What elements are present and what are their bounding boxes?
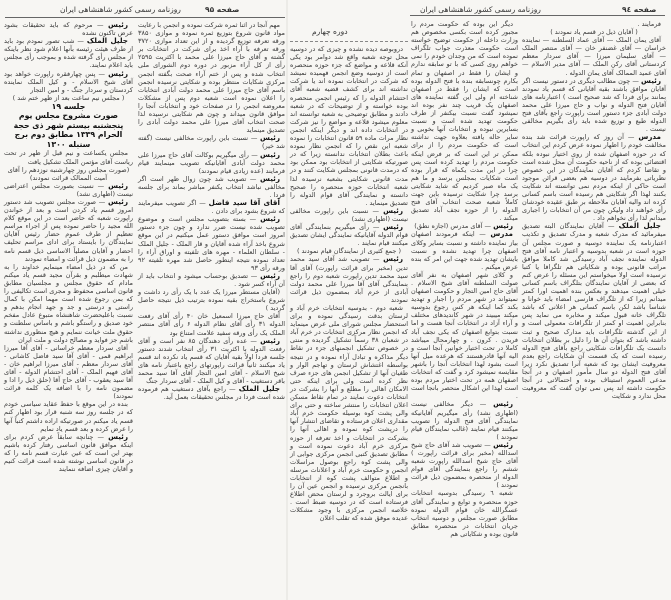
paragraph-text: بنده در این موقع با حفظ عقاید سیاسی خودم که در جلسه روز سه شنبه قرار بود اظهار کنم قسم یاد میکنم در صورتیکه اراده داشتم کتباً آنها را عرض کرده و بعد قسم یاد نمایم bbox=[4, 400, 133, 433]
paragraph bbox=[4, 433, 133, 473]
column-2 bbox=[138, 21, 285, 401]
paragraph-text: — آقای مدرس (اجازه نطق) bbox=[414, 222, 491, 231]
page-gutter bbox=[286, 0, 288, 600]
paragraph-text: — آن روز که راپورت قرائت شد بنده مخالفت خودم را اظهار نموده عرض کردم این انتخاب که در حوزه اصفهان شده از روی اختیار نبوده بلکه اقتضائی بوده که از ناحیه حکومت آن محل شده است و تقاضا کردم که آقایان نمایندگان در این خصوص نظریاتی بفرمایند در دوسیه هم بعضی قرائن موجود است حاکی از اینکه مردم نمی توانسته اند شکایت بکنند لهذا اگر شکایتی هم رسیده است باسم کسانی کرده اند والیه آقایان ملاحظه بر طبق عقیده خودشان رأی خواهند داد ولیکن چون من آن انتخابات را اجباری میدانم لذا رأی نخواهم داد . bbox=[522, 133, 666, 223]
paragraph-text: — نسبت بصورت مجلس اعتراضی نیست (اظهاری نشد) bbox=[4, 181, 133, 198]
paragraph bbox=[138, 288, 285, 312]
speaker-name: رئیس bbox=[260, 149, 280, 159]
paragraph bbox=[4, 263, 133, 344]
speaker-name: جلیل الملک bbox=[86, 36, 128, 46]
paragraph-text: دروبوصه دیده نشده و چیزی که در دوسیه محل توجه شعبه واقع شد دوامر بود یکی آنکه قلاعه و مواضع که جزء حوزه منحصره است از دوسیه وضع انجمن فهمیده نمیشد که شرکت در انتخابات نموده اند یا شرکت نداشته اند برای کشف قضیه شعبه آقای احتشام الدوله را که رئیس انجمن منحصره بوده خواسته و از توضیحات که در شعبه دادند و مطابق توضیحی به شعبه توانسته اند معلوم میشود قلاعه و مواضع را نیز شرکت در انتخابات داده اند و دیگر اینکه انجمن نظار مرات ماده ۵۹ قانون انتخابات را نموده شعبه این نقص را که انجمن نظار نموده باعث بطلان انتخابات ندانسته زیرا که در صورتیکه شکایتی از انتخابات بود ممکن بود که درمدت قانونی بمجلس شکایت کنند و در مدت قانونی شکایتی بشعبه نرسیده لذا شعبه انتخابات حوزه منحصره را صحیح دانسته و نمایندگی آقای قوام الدوله را تصدیق مینماید . bbox=[290, 45, 409, 207]
paragraph bbox=[4, 198, 133, 263]
speaker-name: آقای آقا سید فاضل bbox=[208, 198, 280, 208]
paragraph bbox=[522, 77, 666, 134]
paragraph bbox=[138, 337, 285, 386]
paragraph bbox=[522, 133, 666, 222]
paragraph-text: شعبه ٦ رسیدگی بدوسیه انتخابات حوزه منحصره و توابع و نمایندگی آقای عسگرالله خان قوام الدوله نموده مطابق صورت مجلس و دوسیه انتخاب جریان انتخابات در منحصره مطابق قانون بوده و شکایاتی هم bbox=[411, 489, 518, 538]
paragraph bbox=[138, 385, 285, 401]
paragraph bbox=[290, 255, 408, 304]
speaker-name: رئیس bbox=[383, 254, 403, 264]
paragraph bbox=[411, 20, 518, 222]
paragraph-text: — نسبت باین راپورت مخالفی نیست (گفته شد خیر) bbox=[138, 134, 285, 151]
paragraph-text: من که در ذیل امضاء مینمایم خداوند را به شهادت میطلبم و بقرآن مجید قسم یاد میکنم مادام که حقوق مجلس و مجلسیان مطابق قانون اساسی محفوظ و مجری است تکالیفی را که بمن رجوع شده است مهما امکن با کمال راستی و درستی و جد و جهد انجام بدهم و نسبت باعلیحضرت شاهنشاه متبوع عادل مفخم خود صدیق و راستگو باشم و باساس سلطنت و حقوق ملت خیانت ننمایم و هیچ منظوری نداشته باشم جز فواید و مصالح دولت و ملت ایران bbox=[4, 262, 133, 344]
newspaper-title: روزنامه رسمی کشور شاهنشاهی ایران bbox=[60, 5, 181, 14]
speaker-name: رئیس bbox=[108, 197, 128, 206]
paragraph-text: آقای یمان الملک — آقای عماد السلطنه — نماینده خراسان — آقای غضنفر خان — آقای منتصر الملک — آقای سلیمان میرزا — آقای سردار معظم کردستانی آقای رکن الملک — آقای مدیر الاسلام — آقای عمید الممالک آقای یمان الدوله . bbox=[522, 36, 666, 77]
paragraph-text: فرمایند . bbox=[637, 20, 661, 28]
paragraph bbox=[138, 151, 285, 175]
speaker-name: رئیس bbox=[108, 20, 128, 29]
paragraph bbox=[411, 230, 518, 270]
paragraph-text: — چنانچه سابقاً عرض کردم برای اینکه موافق قانون اساسی رفتار کرده باشیم بهتر این است که عین عبارت قسم نامه را که در قانون اساسی نوشته شده است قرائت کنیم و آقایان چیزی اضافه ننمایند bbox=[4, 432, 133, 474]
speaker-name: مدرس bbox=[638, 132, 661, 142]
paragraph bbox=[522, 36, 666, 76]
section-heading: جلسه ۱۹ bbox=[51, 101, 86, 111]
paragraph-text: شعبه دوم - بدوسیه انتخابات خرم آباد و لرستان بدقت رسیدگی نموده و برای استحضار مجلس شورای ملی عرض مینماید که انجمن نظار مرکزی انتخابات در خرم آباد در شعبان ۳۸ رسماً تشکیل گردیده و منتی در خصوص تشکیل انجمنهای جزء در نقاط دیگر مذاکره و تبادل آراء نموده و در نتیجه بواسطه اغتشاش لرستان و تهاجم الوار و طغیان آنها از تشکیل انجمن های جزء صرف نظر کرده است ولی برای اینکه حتی الامکان اهالی را مطلع و آنها را بشرکت در انتخابات دعوت نمایند در تمام نقاط مسکن اعلان انتخابات را منتشر ساخته و حتی برای والی پشت کوه بوسیله حکومت خرم آباد مقداری اعلان فرستاده و تقاضای انتشار آنها را درپشت کوه نموده و اهالی آنها را بشرکت در انتخابات و اخذ تعرفه از حوزه مرکزی خرم آباد دعوت نموده است و مطابق تصدیق کتبی انجمن مرکزی جوابی از والی پشت کوه راجع بوصول مراسلات انجمن و حکومت خرم آباد و اعلانات مرسله و اطلاع متوالف پشت کوه از انتخابات بانجمن مرکزی نرسیده و انجمن عین آن را برای ایالت بروجرد و لرستان محض اطلاع فرستاده است که در دوسیه ضبط است . خلاصه انجمن مرکزی با وجود مشکلات عدیده موفق شده که تقلب اعلان bbox=[290, 304, 409, 523]
header-rule bbox=[290, 41, 408, 42]
paragraph bbox=[138, 312, 285, 336]
speaker-name: رئیس bbox=[383, 205, 403, 215]
speaker-name: جلیل الملک bbox=[238, 384, 280, 394]
page-number: صفحه ۹٤ bbox=[622, 5, 657, 14]
session-title: دوره چهارم bbox=[312, 27, 348, 36]
paragraph bbox=[138, 175, 285, 199]
paragraph-text: — نسبت باین راپورت مخالفی نیست (اظهاری نشد) bbox=[290, 206, 408, 223]
speaker-name: جلیل الملک bbox=[618, 221, 661, 231]
paragraph bbox=[138, 134, 285, 150]
column-5 bbox=[522, 20, 666, 400]
paragraph bbox=[411, 441, 518, 490]
paragraph-text: — عده رأی دهندگان ۸۵ نفر است و آقای رفعت الدوله با اکثریت ۳۱ رأی انتخاب شدند دستور جلسه فردا اولاً بقیه آقایان که قسم یاد نکرده اند قسم یاد میکنند ثانیاً قرائت راپورتهای راجع باعتبار نامه های شیخ الاسلام - آقای امین التجار آقای آقا سید محمد باقر دستغیب - آقای و کیل الملک - آقای سردار جنگ bbox=[138, 336, 285, 386]
speaker-name: رئیس bbox=[260, 133, 280, 143]
parenthetical-note: ( مجلس نیم ساعت بعد از ظهر ختم شد ) bbox=[12, 93, 125, 102]
paragraph bbox=[411, 489, 518, 538]
section-heading: صورت مشروح مجلس یوم پنجشنبه بیستم شهر ذی حجة الحرام ۱۳۳۹ مطابق دوم برج سنبله ۱۳۰۰ bbox=[13, 111, 124, 149]
paragraph bbox=[290, 223, 408, 247]
paragraph-text: — تصدیق بوحساب میشود و انتخاب باید از آن آراء کسر شود . bbox=[138, 271, 285, 288]
paragraph-text: مجلس یکساعت و نیم قبل از ظهر در تحت ریاست آقای مؤتمن الملک تشکیل یافت bbox=[4, 149, 133, 166]
page-number: صفحه ۹۵ bbox=[205, 5, 240, 14]
paragraph bbox=[4, 70, 133, 94]
header-rule bbox=[410, 15, 665, 16]
speaker-name: رئیس bbox=[383, 222, 403, 232]
parenthetical-note: ( آقایان ذیل در قسم یاد نمودند ) bbox=[550, 28, 638, 37]
paragraph-text: — آقایان نمایندگان البته تصدیق میفرمائید که مدرک شعبه و مدرک تصدیق و تکذیب اعتبارنامه یک نماینده دوسیه و صورت مجلس آن حوزه است در شعبه بدوسیه و اعتبار نامه آقای فتح الدوله نماینده نجف آباد رسیدگی شد کاملا موافق مراتب قانونی بوده و شکایاتی هم تلگرافا یا کتبا نرسیده است اولا میخواستم این مسئله را عرض کنم که بعضی از آقایان نمایندگان بتلگراف باسم کسانی خیلی اهمیت میدهند و بعکس بنده اهمیت اورا کمتر میدانم زیرا که از تلگراف فارسی امضاء باید خوانا و شناسا باشد لکن باسم کسانی هر اعلانی که باشد تلگراف خانه قبول میکند و مخابره می نماید پس بنابراین اهمیت او کمتر از تلگرافات معمولی است و از این گذشته تلگرافات باید مدارک صحیح و ثبت داشته باشد که بتوان آن ها را دلیل بر بطلان انتخابات دانست یک تلگرافات شکایتی راجع بآقای فتح الدوله رسیده است که یک قسمت آن شکایات راجع بعدم معروفیت ایشان بود که شعبه آنرا تصدیق نکرد زیرا آقای فتح الدوله دو سال مأمور اصفهان و در آنجا مدعی العموم استیناف بوده و احتمالاتی در آنجا حکومت داشته اند پس نمی توان گفت که معروفیت محل ندارد و شکایت bbox=[522, 222, 666, 401]
paragraph bbox=[290, 45, 408, 207]
paragraph bbox=[411, 271, 518, 401]
paragraph-text: دیگر این بوده که حکومت مردم را مجبور کرده است بکسی مخصوص هم وزارت داخله از حکومت توضیح خواسته است حکومت معذرت جواب تلگراف نموده است که من وجدان خودم را نمی خواهم روی کسی که با تو سابقه ندارم و ایشان را فقط در اصفهان و تمام بکارم چونسابقه بنده با فتح الدوله بوده است که ایشان را فقط در اصفهان شناخته ام ولی این گفته نماینده های اصفهان یک قریب چند نفر بوده اند نمیشود گفت نسبت بیکنفر از طرف حکومت تهدید شده است و نسبت بسایرین نبوده و انتخابات آنها بخوبی و سایر حاله یافته بعلاوه جهت نداشته است که حکومت مردم را از برای ممکن تر این است که بر فرض اینکه حکومت مردم را تهدید کرده است پس چرا در این مدت یکماه که قرار بوده است شکایات بمجلس برسد و ما هم یک ماه صبر کردیم که شاید شکایتی برسد چرا شکایت نرسیده باین جهت کاملاً شعبه صحت انتخاب آقای فتح الدوله را از حوزه نجف آباد تصدیق میکند . bbox=[411, 20, 518, 223]
paragraph bbox=[4, 149, 133, 165]
paragraph bbox=[138, 272, 285, 288]
paragraph-text: — راجع بآقای دستغیب هم فرموده شده است فردا در مجلس تحقیقات بعمل آید. bbox=[138, 385, 285, 402]
paragraph bbox=[138, 215, 285, 272]
header-rule bbox=[5, 17, 285, 18]
speaker-name: رئیس bbox=[260, 214, 280, 224]
paragraph bbox=[138, 199, 285, 215]
paragraph-text: — تصویب شد چون زوال ظهر است اگر مخالفی نباشد انتخاب یکنفر مباشر بماند برای جلسه فردا . bbox=[138, 174, 285, 199]
paragraph bbox=[4, 21, 133, 37]
paragraph-text: — مرحوم که باید تحقیقات بشود عرض تاکنون نشده bbox=[4, 21, 133, 38]
paragraph-text: — تصویب شد آقای سید محمد تدین (مخبر برای قرائت راپورت) آقای آقا سید محمد تدین راپورت شعبه دوم را راجع بنمایندگی آقای آقا میرزا علی محمد دولت آبادی از خرم آباد بمضمون ذیل قرائت نمودند bbox=[290, 255, 408, 304]
speaker-name: رئیس bbox=[260, 270, 280, 280]
paragraph-text: — شب تصور نمودم بود باید از طرف هیئت رئیسه بآنها اعلام شود نظر باینکه از مجلس رأی گرفته شده و بموجب رأی مجلس باید اعلام نمایند. bbox=[4, 37, 133, 70]
paragraph-text: — دیگر مخالفی نیست (اظهاری نشد) رأی میگیریم آقایانیکه نمایندگی آقای فتح الدوله را تصویب میکنند قیام نمایند (غالب نمایندگان قیام نمودند ) bbox=[411, 400, 518, 441]
speaker-name: رئیس bbox=[108, 68, 128, 78]
speaker-name: رئیس bbox=[260, 335, 280, 345]
speaker-name: رئیس bbox=[493, 399, 513, 409]
speaker-name: رئیس bbox=[108, 431, 128, 441]
paragraph-text: — اگر تصویب میفرمایند که شروع بشود برای دادن . bbox=[138, 199, 285, 216]
paragraph-text: — رأی میگیریم بنمایندگی آقای قوام الدوله آقایانیکه نمایندگی ایشان تصدیق میکنند قیام نمایند . bbox=[290, 223, 408, 248]
paragraph bbox=[290, 207, 408, 223]
paragraph bbox=[522, 20, 666, 28]
paragraph-text: — چون مطالب دیگری در دستور نیست اگر آقایان موافق باشند بقیه آقایانی که قسم یاد نمودند بمانند برای فردا که شد صحیح است ) اعتبارنامه های آقایان فتح الدوله و نواب و حاج میرزا علی محمد دولت آبادی جزء دستور است راپورت راجع بآقای فتح الدوله طبع و توزیع شده باید رأی بگیریم مخالفی نیست . bbox=[522, 76, 666, 134]
paragraph-text: آقای حاج میرزا اسمعیل خان ۴۰ رأی آقای رفعت الدوله ۳۱ رأی آقای نظام الدوله ۶ رأی آقای منتصر الملک یک رأی ورقه سفید علامت امتناع بود bbox=[138, 312, 286, 337]
speaker-name: رئیس bbox=[108, 180, 128, 190]
newspaper-title: روزنامه رسمی کشور شاهنشاهی ایران bbox=[420, 5, 541, 14]
paragraph bbox=[4, 344, 133, 401]
paragraph bbox=[4, 400, 133, 432]
paragraph-text: (آقایان مستطر میرزا یک عدد با یک رأی رد داشت و شروع باستخراج بقیه نموده بترتیب ذیل نتیجه حاصل گردید ) bbox=[138, 288, 285, 313]
parenthetical-note: ( جمع کثیری از نمایندگان قیام نمودند ) bbox=[296, 247, 402, 256]
column-1 bbox=[4, 21, 133, 473]
speaker-name: رئیس bbox=[493, 221, 513, 231]
paragraph-text: — تصویب شد آقای حاج شیخ اسدالله (مخبر برای قرائت راپورت ) آقای حاج شیخ اسدالله راپورت شعبه ششم را راجع بنمایندگی آقای قوام الدوله از منحصره بمضمون ذیل قرائت نمودند ) bbox=[411, 440, 518, 490]
paragraph bbox=[290, 304, 408, 523]
speaker-name: رئیس bbox=[641, 75, 661, 85]
parenthetical-note: (صورت مجلس روز چهارشنبه نوزدهم را آقای آمیت الممالک قرائت نمودند) bbox=[7, 165, 130, 182]
paragraph-text: — بسته بتصویب مجلس است و موضوع تصویب شده نیست ضرر ندارد و چون جزء دستور امروز است موافق دستور عمل میکنیم در این موقع شروع باخذ آراء شده آقایان و قار الملک - جلیل الملک - سلطان العلماء - مهره های تلفیته و اوراق آراء را تعداد نموده نتیجه اینطور حاصل شد مهره تلفیته ۹۲ ورقه رأی ۹۳ bbox=[138, 215, 285, 272]
paragraph bbox=[4, 182, 133, 198]
speaker-name: رئیس bbox=[493, 439, 513, 449]
speaker-name: مدرس bbox=[490, 229, 513, 239]
paragraph bbox=[4, 37, 133, 69]
paragraph bbox=[411, 400, 518, 440]
paragraph-text: مهم آنجا در اثنا ثمره شرکت نموده و انجمن با رعایت مواد قانون شروع بتوزیع ثمره نموده و موازی ۳۸۵۰ ورقه تعرفه توزیع گردیده و از این تعداد موازی ۳۷۲۰ ورقه تعرفه با آراء اخذ برای شرکت در انتخابات بر گشته و آقای حاج میرزا علی محمد با اکثریت ۲۵۹۵ رأی از کل آراء مزبور در دوره دوم الشورای ملی انتخاب شده و پس از ختم آراء صحت بگفته انجمن مرکزی شکایات منتظر بوده و شکایتی نرسیده انجمن باسم آقای حاج میرزا علی محمد دولت آبادی انتخابات را اعلان نموده است شعبه دوم پس از مشکلات معروضه انجمن را در صفحات خود و انتخابات آنجا را موافق قانون میداند و چون هم شکایتی نرسیده لذا صحت انتخاب آقای میرزا علی محمد دولت آبادی را تصدیق مینماید bbox=[138, 21, 285, 135]
speaker-name: رئیس bbox=[260, 173, 280, 183]
paragraph bbox=[522, 222, 666, 400]
paragraph-text: — پس چهارفقره راپورت خواهد بود آقای شیخ الاسلام - و کیل الملک نماینده کردستان و سردار جنگ - و امین التجار bbox=[4, 69, 133, 94]
column-3 bbox=[290, 45, 408, 523]
paragraph-text: و کلای شهر اصفهان به نفر آقای صولت السلطنه آقای شیخ الاسلام . آقای حاج امین التجار و حکومت اصفهان نمیتواند در شهر مردم را اجبار و تهدید بکند کما اینکه هر کس رجوع بدوسیه میکند میبیند در شهر کاندیدهای مختلف و آراء آزاد در انتخابات آنجا هست و اما نسبت بتوابع اصفهان که یکی نجف آباد فریدن . کرون . و چهارمحال میباشد کاملا در تحت اختیار خوانین آنجا است و الیه آنها قادرهستند که هرعده میل آنها است بشود لهذا انتخابات آنجا را باشهر مقایسه نمیشود کرد و گفت که انتخابات اصفهان همه در تحت اختیار مردم بوده است لهذا این اشکال منحصر بانجا است . bbox=[411, 270, 518, 401]
paragraph-text: — اینکه فرمودند اصفهان بیاز نماینده داشته و نسبت بسایر وکلای اصفهان چرا تهدید نشده و نسبت بایشان تهدید شده جهت این امر که بنده عرض میکنم . bbox=[411, 230, 518, 271]
paragraph-text: آقای سردار معظم خراسانی - آقای آقا میرزا ابراهیم قمی - آقای آقا سید فاضل کاشانی - آقای سردار معظم - آقای میرزا ابراهیم خان - آقای فهیم الملک - آقای احتشام الدوله - آقای آقا سید یعقوب - آقای حاج آقا (حلق ذیل را ادا و مضمون نامه را با اضافه یک کلمه قرائت نمودند) bbox=[4, 343, 133, 401]
paragraph-text: — صورت مجلس تصویب شد دستور امروز قسم یاد کردن است و بعد از خواندن راپورت شعبه که حاضر است در این موقع کلام الله مجید را حاضر نموده پس از اجراء مراسم تعظیم از طرف عموم حضار رئیس آقایان نمایندگان را بایستاد برای ادای مراسم تحلیف احضار و آقایان مصلیاً الاساسی ذیل قسم نامه را به مضمون ذیل قرائت و امضاء نمودند bbox=[4, 198, 133, 263]
paragraph bbox=[138, 21, 285, 134]
paragraph-text: — رأی میگیریم بوکالت آقای حاج میرزا علی محمد دولت آبادی آقایانیکه تصویب مینمایند قیام فرمایند (عده زیادی قیام نمودند) bbox=[138, 150, 285, 175]
column-4 bbox=[411, 20, 518, 538]
